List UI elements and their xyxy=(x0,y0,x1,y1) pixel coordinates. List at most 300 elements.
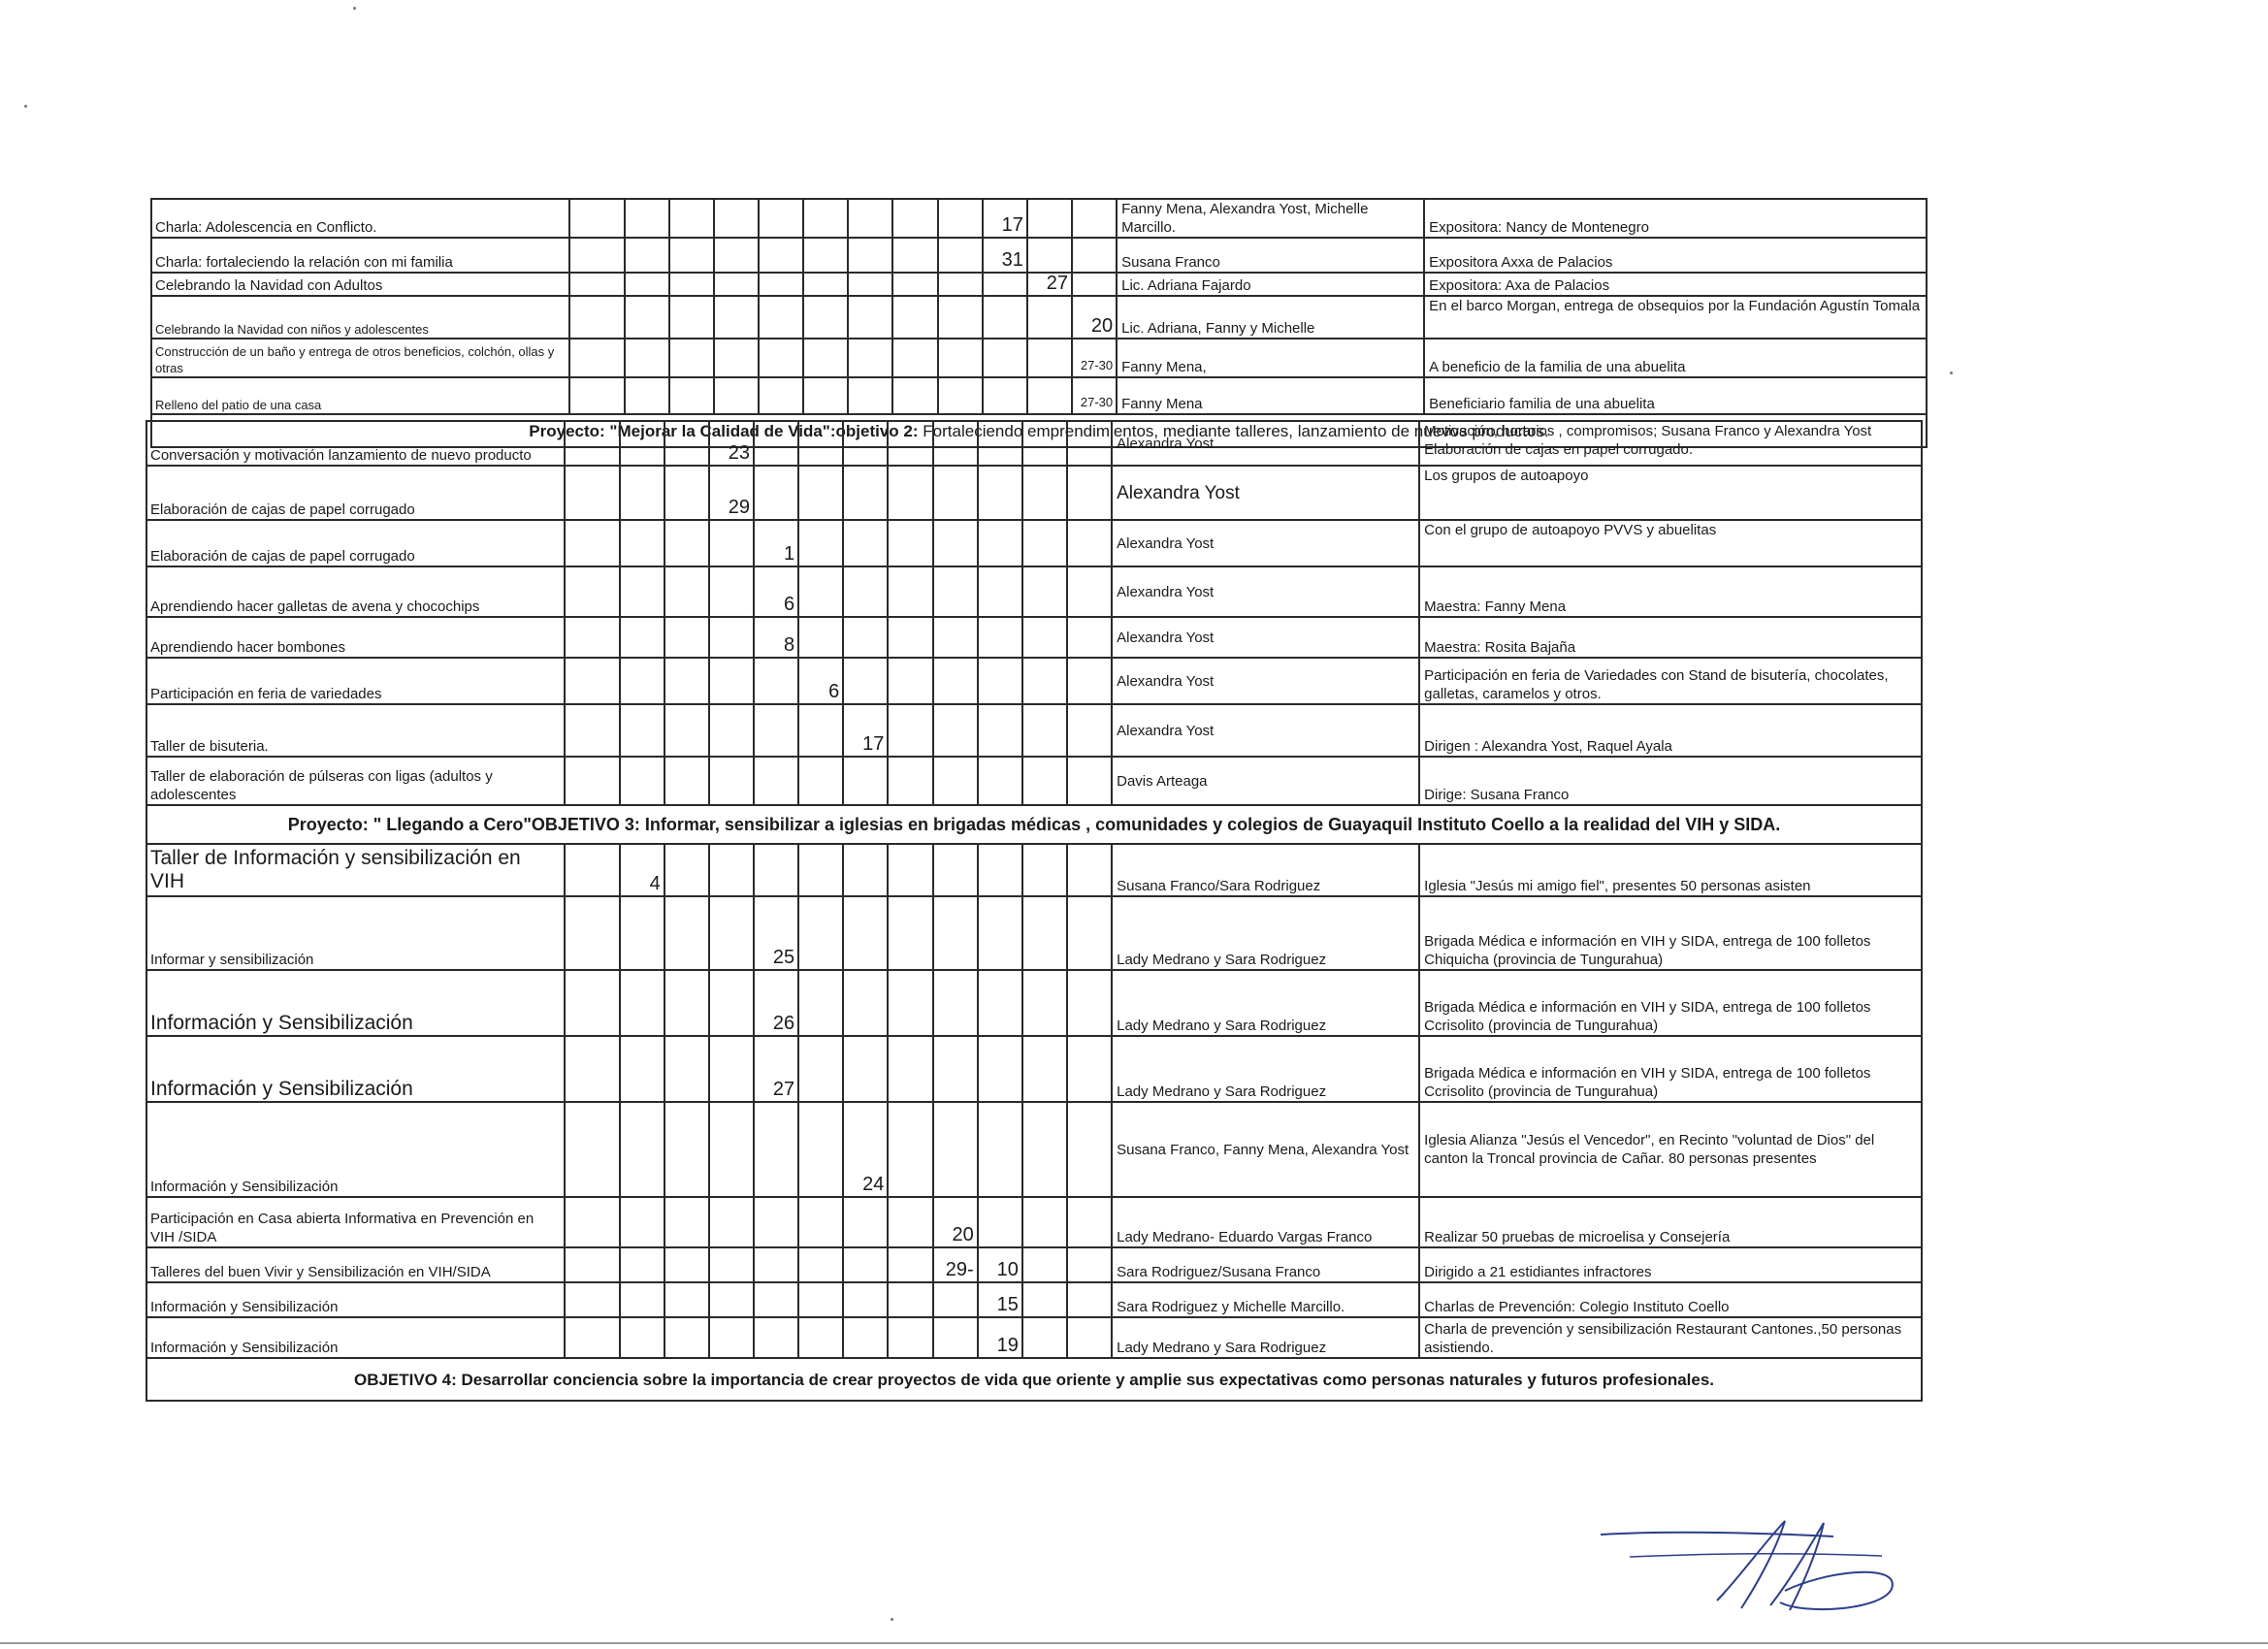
calendar-cell xyxy=(754,658,798,704)
calendar-cell xyxy=(888,566,932,617)
calendar-cell xyxy=(983,296,1027,339)
calendar-cell xyxy=(1022,1102,1067,1197)
calendar-cell xyxy=(933,617,978,658)
table-row xyxy=(146,421,1922,466)
calendar-cell xyxy=(1027,339,1072,377)
calendar-cell xyxy=(933,1036,978,1102)
calendar-cell xyxy=(565,1197,619,1247)
activity-table-objective-1 xyxy=(150,198,1928,448)
calendar-cell xyxy=(933,970,978,1036)
calendar-cell xyxy=(620,757,664,805)
day-mark-cell: 27 xyxy=(1027,273,1072,296)
calendar-cell xyxy=(1072,199,1117,238)
calendar-cell xyxy=(1022,757,1067,805)
calendar-cell xyxy=(848,296,892,339)
activity-cell: Participación en Casa abierta Informativa en Prevención en VIH /SIDA xyxy=(146,1197,565,1247)
calendar-cell xyxy=(620,617,664,658)
table-row xyxy=(146,970,1922,1036)
activity-cell: Celebrando la Navidad con Adultos xyxy=(151,273,569,296)
calendar-cell xyxy=(978,704,1022,757)
calendar-cell xyxy=(938,296,983,339)
calendar-cell xyxy=(843,896,888,970)
activity-cell: Información y Sensibilización xyxy=(146,1317,565,1358)
calendar-cell xyxy=(759,377,803,414)
calendar-cell xyxy=(565,970,619,1036)
calendar-cell xyxy=(892,377,937,414)
responsible-cell: Sara Rodriguez/Susana Franco xyxy=(1112,1247,1419,1282)
calendar-cell xyxy=(759,273,803,296)
calendar-cell xyxy=(888,658,932,704)
calendar-cell xyxy=(759,199,803,238)
calendar-cell xyxy=(709,896,754,970)
calendar-cell xyxy=(709,844,754,896)
calendar-cell xyxy=(1072,273,1117,296)
calendar-cell xyxy=(664,896,709,970)
calendar-cell xyxy=(978,757,1022,805)
day-mark-cell: 26 xyxy=(754,970,798,1036)
calendar-cell xyxy=(933,658,978,704)
calendar-cell xyxy=(709,1247,754,1282)
responsible-cell: Lady Medrano y Sara Rodriguez xyxy=(1112,896,1419,970)
calendar-cell xyxy=(798,1102,843,1197)
scan-speck xyxy=(353,7,356,10)
calendar-cell xyxy=(798,1282,843,1317)
activity-cell: Construcción de un baño y entrega de otros beneficios, colchón, ollas y otras xyxy=(151,339,569,377)
calendar-cell xyxy=(620,1197,664,1247)
calendar-cell xyxy=(933,1102,978,1197)
section-title: OBJETIVO 4: Desarrollar conciencia sobre la importancia de crear proyectos de vida que oriente y amplie sus expectativas como personas naturales y futuros profesionales. xyxy=(353,1370,1715,1389)
table-row xyxy=(151,377,1927,414)
calendar-cell xyxy=(978,970,1022,1036)
calendar-cell xyxy=(664,421,709,466)
day-mark-cell: 24 xyxy=(843,1102,888,1197)
calendar-cell xyxy=(565,1317,619,1358)
calendar-cell xyxy=(798,704,843,757)
calendar-cell xyxy=(1067,1197,1112,1247)
calendar-cell xyxy=(978,566,1022,617)
calendar-cell xyxy=(625,238,669,273)
activity-cell: Taller de bisuteria. xyxy=(146,704,565,757)
calendar-cell xyxy=(798,757,843,805)
note-cell: Maestra: Fanny Mena xyxy=(1419,566,1922,617)
table-row xyxy=(151,199,1927,238)
day-mark-cell: 10 xyxy=(978,1247,1022,1282)
scan-speck xyxy=(1950,372,1953,374)
calendar-cell xyxy=(798,1247,843,1282)
calendar-cell xyxy=(798,896,843,970)
responsible-cell: Davis Arteaga xyxy=(1112,757,1419,805)
calendar-cell xyxy=(933,896,978,970)
table-row xyxy=(146,1102,1922,1197)
day-mark-cell: 6 xyxy=(754,566,798,617)
calendar-cell xyxy=(1067,896,1112,970)
calendar-cell xyxy=(888,704,932,757)
activity-cell: Elaboración de cajas de papel corrugado xyxy=(146,466,565,520)
day-mark-cell: 31 xyxy=(983,238,1027,273)
scan-speck xyxy=(891,1618,893,1621)
calendar-cell xyxy=(714,199,759,238)
calendar-cell xyxy=(625,296,669,339)
calendar-cell xyxy=(754,421,798,466)
handwritten-signature xyxy=(1591,1513,1921,1620)
responsible-cell: Alexandra Yost xyxy=(1112,520,1419,566)
responsible-cell: Alexandra Yost xyxy=(1112,421,1419,466)
calendar-cell xyxy=(888,466,932,520)
calendar-cell xyxy=(933,757,978,805)
calendar-cell xyxy=(848,238,892,273)
calendar-cell xyxy=(1067,970,1112,1036)
calendar-cell xyxy=(848,377,892,414)
calendar-cell xyxy=(620,970,664,1036)
calendar-cell xyxy=(664,1197,709,1247)
responsible-cell: Lady Medrano y Sara Rodriguez xyxy=(1112,970,1419,1036)
calendar-cell xyxy=(933,566,978,617)
section-title: Proyecto: "Mejorar la Calidad de Vida":objetivo 2: xyxy=(529,421,919,440)
calendar-cell xyxy=(565,617,619,658)
calendar-cell xyxy=(565,421,619,466)
calendar-cell xyxy=(978,520,1022,566)
calendar-cell xyxy=(888,1102,932,1197)
calendar-cell xyxy=(565,896,619,970)
responsible-cell: Alexandra Yost xyxy=(1112,704,1419,757)
calendar-cell xyxy=(669,238,714,273)
calendar-cell xyxy=(843,520,888,566)
calendar-cell xyxy=(848,273,892,296)
calendar-cell xyxy=(620,566,664,617)
calendar-cell xyxy=(1067,566,1112,617)
calendar-cell xyxy=(754,1282,798,1317)
responsible-cell: Lic. Adriana Fajardo xyxy=(1117,273,1424,296)
calendar-cell xyxy=(892,339,937,377)
calendar-cell xyxy=(709,617,754,658)
calendar-cell xyxy=(798,1317,843,1358)
calendar-cell xyxy=(620,1317,664,1358)
calendar-cell xyxy=(565,520,619,566)
calendar-cell xyxy=(892,273,937,296)
calendar-cell xyxy=(565,704,619,757)
day-mark-cell: 20 xyxy=(1072,296,1117,339)
note-cell: A beneficio de la familia de una abuelita xyxy=(1424,339,1927,377)
calendar-cell xyxy=(709,658,754,704)
activity-cell: Charla: fortaleciendo la relación con mi familia xyxy=(151,238,569,273)
calendar-cell xyxy=(754,1102,798,1197)
calendar-cell xyxy=(664,1102,709,1197)
calendar-cell xyxy=(892,199,937,238)
scan-speck xyxy=(24,105,27,108)
calendar-cell xyxy=(714,238,759,273)
calendar-cell xyxy=(664,466,709,520)
note-cell: En el barco Morgan, entrega de obsequios por la Fundación Agustín Tomala xyxy=(1424,296,1927,339)
calendar-cell xyxy=(888,1197,932,1247)
calendar-cell xyxy=(1067,421,1112,466)
calendar-cell xyxy=(709,704,754,757)
activity-cell: Información y Sensibilización xyxy=(146,1282,565,1317)
calendar-cell xyxy=(983,339,1027,377)
calendar-cell xyxy=(620,466,664,520)
calendar-cell xyxy=(978,1036,1022,1102)
calendar-cell xyxy=(664,658,709,704)
section-title: Proyecto: " Llegando a Cero"OBJETIVO 3: Informar, sensibilizar a iglesias en brigadas médicas , comunidades y colegios de Guayaquil Instituto Coello a la realidad del VIH y SIDA. xyxy=(287,814,1781,834)
note-cell: Iglesia "Jesús mi amigo fiel", presentes 50 personas asisten xyxy=(1419,844,1922,896)
calendar-cell xyxy=(978,1102,1022,1197)
calendar-cell xyxy=(803,377,848,414)
calendar-cell xyxy=(664,1036,709,1102)
section-objective-4 xyxy=(146,1358,1922,1401)
calendar-cell xyxy=(569,238,624,273)
table-row xyxy=(146,844,1922,896)
activity-cell: Taller de Información y sensibilización en VIH xyxy=(146,844,565,896)
calendar-cell xyxy=(1022,844,1067,896)
calendar-cell xyxy=(565,658,619,704)
section-objective-3 xyxy=(146,805,1922,844)
calendar-cell xyxy=(664,757,709,805)
day-mark-cell: 29- xyxy=(933,1247,978,1282)
calendar-cell xyxy=(798,970,843,1036)
activity-cell: Información y Sensibilización xyxy=(146,970,565,1036)
calendar-cell xyxy=(1067,1282,1112,1317)
calendar-cell xyxy=(664,520,709,566)
calendar-cell xyxy=(625,339,669,377)
calendar-cell xyxy=(888,1036,932,1102)
calendar-cell xyxy=(664,1317,709,1358)
calendar-cell xyxy=(1022,1247,1067,1282)
calendar-cell xyxy=(1022,520,1067,566)
calendar-cell xyxy=(1022,1036,1067,1102)
calendar-cell xyxy=(798,617,843,658)
table-row xyxy=(146,617,1922,658)
calendar-cell xyxy=(709,566,754,617)
calendar-cell xyxy=(625,199,669,238)
calendar-cell xyxy=(1022,566,1067,617)
calendar-cell xyxy=(933,421,978,466)
note-cell: Expositora Axxa de Palacios xyxy=(1424,238,1927,273)
day-mark-cell: 29 xyxy=(709,466,754,520)
calendar-cell xyxy=(843,617,888,658)
calendar-cell xyxy=(1067,1317,1112,1358)
calendar-cell xyxy=(664,1282,709,1317)
calendar-cell xyxy=(1067,1102,1112,1197)
calendar-cell xyxy=(843,1282,888,1317)
responsible-cell: Alexandra Yost xyxy=(1112,566,1419,617)
day-mark-cell: 27-30 xyxy=(1072,377,1117,414)
calendar-cell xyxy=(803,199,848,238)
note-cell: Con el grupo de autoapoyo PVVS y abuelitas xyxy=(1419,520,1922,566)
day-mark-cell: 6 xyxy=(798,658,843,704)
calendar-cell xyxy=(978,421,1022,466)
day-mark-cell: 8 xyxy=(754,617,798,658)
day-mark-cell: 27-30 xyxy=(1072,339,1117,377)
responsible-cell: Alexandra Yost xyxy=(1112,617,1419,658)
calendar-cell xyxy=(938,339,983,377)
calendar-cell xyxy=(798,421,843,466)
responsible-cell: Fanny Mena xyxy=(1117,377,1424,414)
calendar-cell xyxy=(1022,466,1067,520)
calendar-cell xyxy=(709,1282,754,1317)
calendar-cell xyxy=(1067,617,1112,658)
calendar-cell xyxy=(1072,238,1117,273)
calendar-cell xyxy=(620,896,664,970)
activity-cell: Elaboración de cajas de papel corrugado xyxy=(146,520,565,566)
responsible-cell: Sara Rodriguez y Michelle Marcillo. xyxy=(1112,1282,1419,1317)
responsible-cell: Susana Franco xyxy=(1117,238,1424,273)
day-mark-cell: 19 xyxy=(978,1317,1022,1358)
calendar-cell xyxy=(933,1282,978,1317)
activity-cell: Relleno del patio de una casa xyxy=(151,377,569,414)
calendar-cell xyxy=(1022,658,1067,704)
calendar-cell xyxy=(714,339,759,377)
calendar-cell xyxy=(843,1317,888,1358)
calendar-cell xyxy=(565,1036,619,1102)
calendar-cell xyxy=(798,1036,843,1102)
calendar-cell xyxy=(620,704,664,757)
day-mark-cell: 1 xyxy=(754,520,798,566)
calendar-cell xyxy=(565,1247,619,1282)
calendar-cell xyxy=(1027,377,1072,414)
calendar-cell xyxy=(565,1282,619,1317)
calendar-cell xyxy=(938,199,983,238)
calendar-cell xyxy=(978,466,1022,520)
responsible-cell: Lady Medrano- Eduardo Vargas Franco xyxy=(1112,1197,1419,1247)
calendar-cell xyxy=(892,296,937,339)
table-row xyxy=(146,1247,1922,1282)
section-heading xyxy=(146,805,1922,844)
calendar-cell xyxy=(933,704,978,757)
day-mark-cell: 20 xyxy=(933,1197,978,1247)
day-mark-cell: 17 xyxy=(983,199,1027,238)
calendar-cell xyxy=(1022,1197,1067,1247)
calendar-cell xyxy=(843,1247,888,1282)
calendar-cell xyxy=(888,896,932,970)
activity-cell: Información y Sensibilización xyxy=(146,1036,565,1102)
calendar-cell xyxy=(798,466,843,520)
calendar-cell xyxy=(843,1197,888,1247)
table-row xyxy=(151,238,1927,273)
calendar-cell xyxy=(1022,421,1067,466)
calendar-cell xyxy=(709,1102,754,1197)
calendar-cell xyxy=(569,339,624,377)
calendar-cell xyxy=(569,199,624,238)
calendar-cell xyxy=(978,844,1022,896)
activity-table-objective-2-3 xyxy=(146,420,1923,1402)
responsible-cell: Fanny Mena, Alexandra Yost, Michelle Marcillo. xyxy=(1117,199,1424,238)
calendar-cell xyxy=(978,617,1022,658)
calendar-cell xyxy=(669,339,714,377)
calendar-cell xyxy=(669,296,714,339)
calendar-cell xyxy=(888,520,932,566)
section-subtitle: Fortaleciendo emprendimientos, mediante talleres, lanzamiento de nuevos productos. xyxy=(923,421,1549,440)
calendar-cell xyxy=(978,1197,1022,1247)
calendar-cell xyxy=(664,617,709,658)
calendar-cell xyxy=(888,844,932,896)
calendar-cell xyxy=(843,658,888,704)
calendar-cell xyxy=(565,757,619,805)
calendar-cell xyxy=(709,1036,754,1102)
calendar-cell xyxy=(843,421,888,466)
table-row xyxy=(146,757,1922,805)
calendar-cell xyxy=(803,238,848,273)
calendar-cell xyxy=(754,466,798,520)
calendar-cell xyxy=(664,970,709,1036)
activity-cell: Charla: Adolescencia en Conflicto. xyxy=(151,199,569,238)
calendar-cell xyxy=(933,520,978,566)
calendar-cell xyxy=(848,199,892,238)
calendar-cell xyxy=(664,844,709,896)
calendar-cell xyxy=(620,1036,664,1102)
activity-cell: Celebrando la Navidad con niños y adolescentes xyxy=(151,296,569,339)
day-mark-cell: 15 xyxy=(978,1282,1022,1317)
calendar-cell xyxy=(669,273,714,296)
day-mark-cell: 25 xyxy=(754,896,798,970)
responsible-cell: Lic. Adriana, Fanny y Michelle xyxy=(1117,296,1424,339)
table-row xyxy=(146,658,1922,704)
activity-cell: Participación en feria de variedades xyxy=(146,658,565,704)
day-mark-cell: 17 xyxy=(843,704,888,757)
calendar-cell xyxy=(1027,238,1072,273)
calendar-cell xyxy=(1022,1282,1067,1317)
calendar-cell xyxy=(933,466,978,520)
calendar-cell xyxy=(620,1282,664,1317)
activity-cell: Conversación y motivación lanzamiento de nuevo producto xyxy=(146,421,565,466)
calendar-cell xyxy=(938,377,983,414)
responsible-cell: Susana Franco, Fanny Mena, Alexandra Yost xyxy=(1112,1102,1419,1197)
table-row xyxy=(151,339,1927,377)
calendar-cell xyxy=(664,566,709,617)
activity-cell: Información y Sensibilización xyxy=(146,1102,565,1197)
responsible-cell: Alexandra Yost xyxy=(1112,658,1419,704)
responsible-cell: Alexandra Yost xyxy=(1112,466,1419,520)
calendar-cell xyxy=(843,566,888,617)
calendar-cell xyxy=(1022,617,1067,658)
calendar-cell xyxy=(803,296,848,339)
calendar-cell xyxy=(620,520,664,566)
calendar-cell xyxy=(1067,1247,1112,1282)
section-heading xyxy=(146,1358,1922,1401)
note-cell: Participación en feria de Variedades con Stand de bisutería, chocolates, galletas, caramelos y otros. xyxy=(1419,658,1922,704)
day-mark-cell: 4 xyxy=(620,844,664,896)
calendar-cell xyxy=(669,199,714,238)
calendar-cell xyxy=(1067,844,1112,896)
calendar-cell xyxy=(843,466,888,520)
table-row xyxy=(146,466,1922,520)
calendar-cell xyxy=(888,757,932,805)
responsible-cell: Susana Franco/Sara Rodriguez xyxy=(1112,844,1419,896)
note-cell: Dirige: Susana Franco xyxy=(1419,757,1922,805)
calendar-cell xyxy=(933,844,978,896)
activity-cell: Aprendiendo hacer galletas de avena y chocochips xyxy=(146,566,565,617)
calendar-cell xyxy=(978,658,1022,704)
calendar-cell xyxy=(669,377,714,414)
table-row xyxy=(146,1197,1922,1247)
calendar-cell xyxy=(565,1102,619,1197)
responsible-cell: Fanny Mena, xyxy=(1117,339,1424,377)
calendar-cell xyxy=(754,1317,798,1358)
calendar-cell xyxy=(625,377,669,414)
calendar-cell xyxy=(565,466,619,520)
table-row xyxy=(146,1036,1922,1102)
calendar-cell xyxy=(569,296,624,339)
responsible-cell: Lady Medrano y Sara Rodriguez xyxy=(1112,1317,1419,1358)
scan-edge-line xyxy=(0,1642,2268,1644)
calendar-cell xyxy=(848,339,892,377)
calendar-cell xyxy=(843,844,888,896)
note-cell: Los grupos de autoapoyo xyxy=(1419,466,1922,520)
calendar-cell xyxy=(803,273,848,296)
calendar-cell xyxy=(759,296,803,339)
calendar-cell xyxy=(888,1282,932,1317)
calendar-cell xyxy=(983,377,1027,414)
calendar-cell xyxy=(709,757,754,805)
calendar-cell xyxy=(888,970,932,1036)
